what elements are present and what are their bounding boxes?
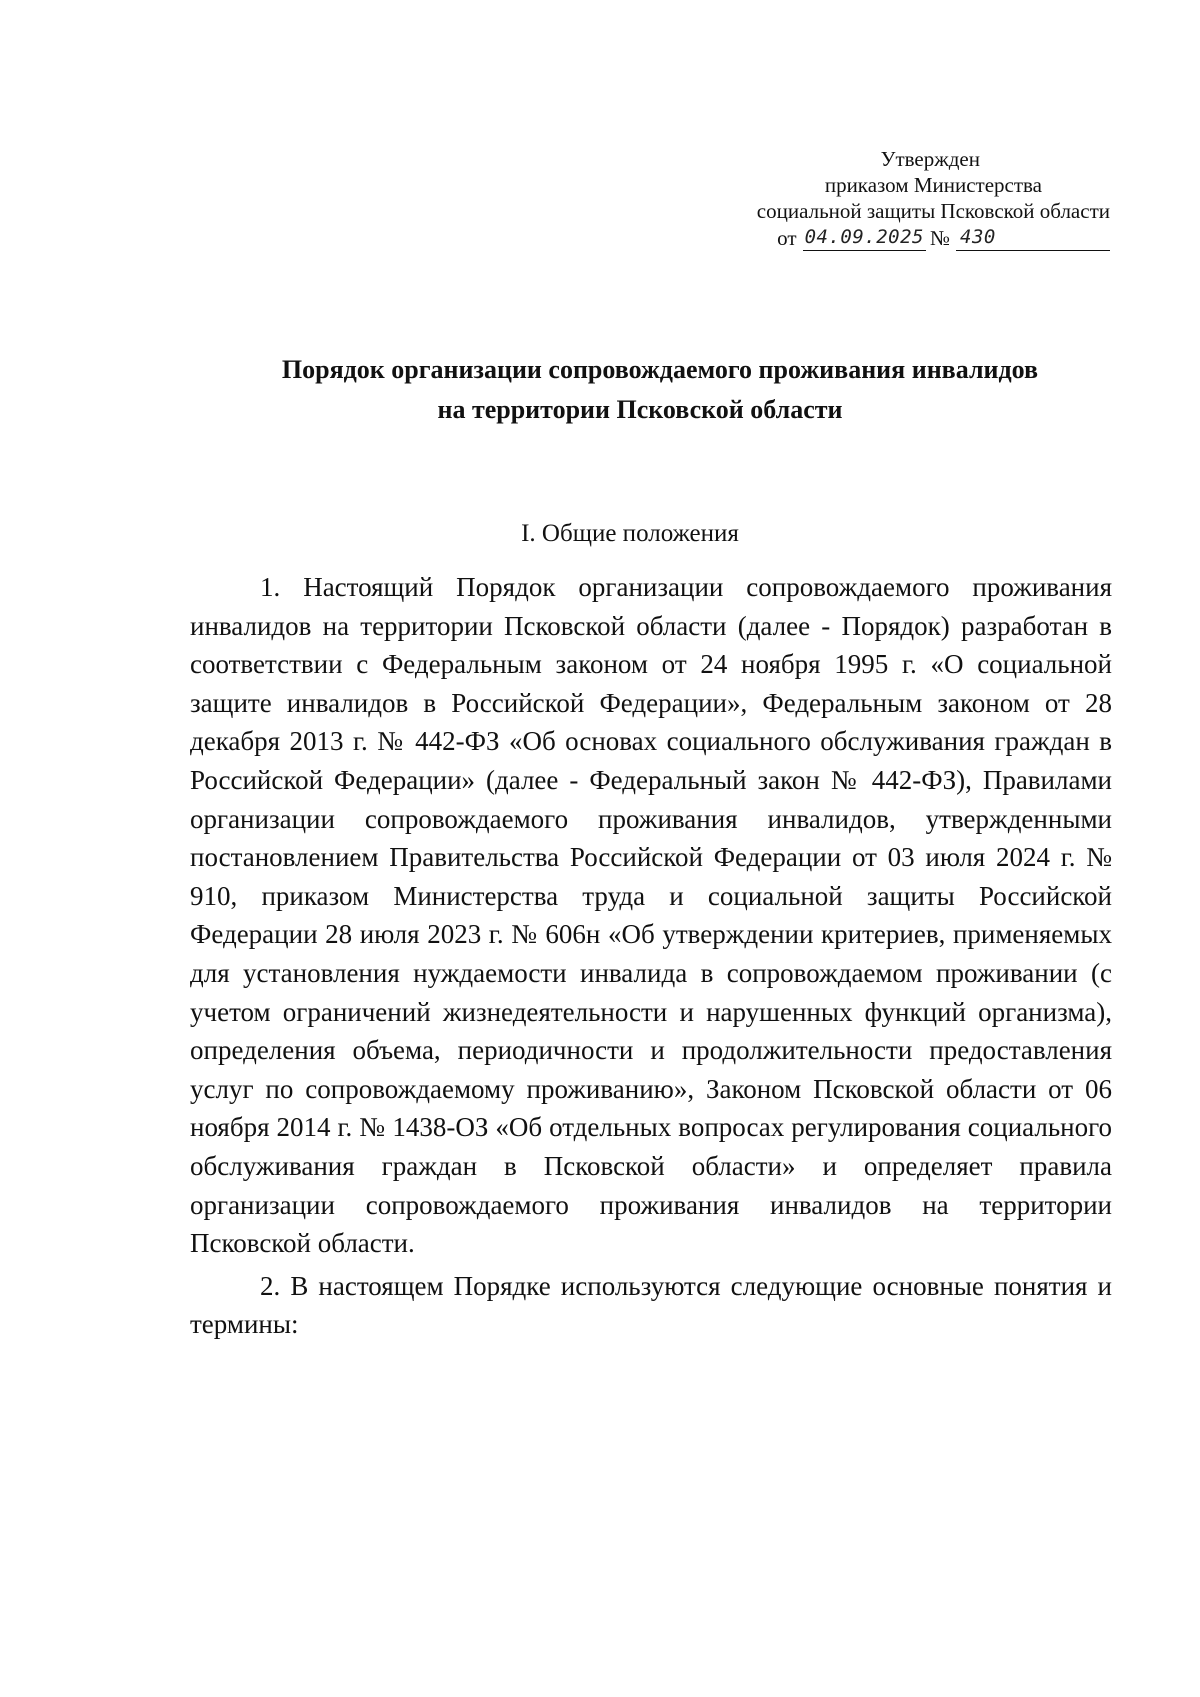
handwritten-date: 04.09.2025 (803, 224, 926, 251)
handwritten-number: 430 (956, 224, 1110, 251)
section-heading: I. Общие положения (521, 520, 739, 547)
title-line: Порядок организации сопровождаемого проживания инвалидов (281, 355, 1039, 384)
approval-line: социальной защиты Псковской области (756, 199, 1110, 223)
paragraph: 2. В настоящем Порядке используются следующие основные понятия и термины: (190, 1270, 1112, 1340)
document-title (120, 350, 1120, 430)
approval-stamp-block (640, 146, 1110, 251)
number-label: № (929, 226, 950, 250)
from-label: от (777, 226, 797, 250)
approval-line: приказом Министерства (824, 173, 1042, 197)
approval-line: Утвержден (880, 147, 980, 171)
approval-date-number-line (640, 224, 1110, 251)
paragraph: 1. Настоящий Порядок организации сопровождаемого проживания инвалидов на территории Псковской области (далее - Порядок) разработан в соответствии с Федеральным законом от 24 ноября 1995 г. «О социальной защите инвалидов в Российской Федерации», Федеральным законом от 28 декабря 2013 г. № 442-ФЗ «Об основах социального обслуживания граждан в Российской Федерации» (далее - Федеральный закон № 442-ФЗ), Правилами организации сопровождаемого проживания инвалидов, утвержденными постановлением Правительства Российской Федерации от 03 июля 2024 г. № 910, приказом Министерства труда и социальной защиты Российской Федерации 28 июля 2023 г. № 606н «Об утверждении критериев, применяемых для установления нуждаемости инвалида в сопровождаемом проживании (с учетом ограничений жизнедеятельности и нарушенных функций организма), определения объема, периодичности и продолжительности предоставления услуг по сопровождаемому проживанию», Законом Псковской области от 06 ноября 2014 г. № 1438-ОЗ «Об отдельных вопросах регулирования социального обслуживания граждан в Псковской области» и определяет правила организации сопровождаемого проживания инвалидов на территории Псковской области. (190, 572, 1112, 1259)
document-body (190, 568, 1112, 1344)
title-line: на территории Псковской области (437, 395, 843, 424)
